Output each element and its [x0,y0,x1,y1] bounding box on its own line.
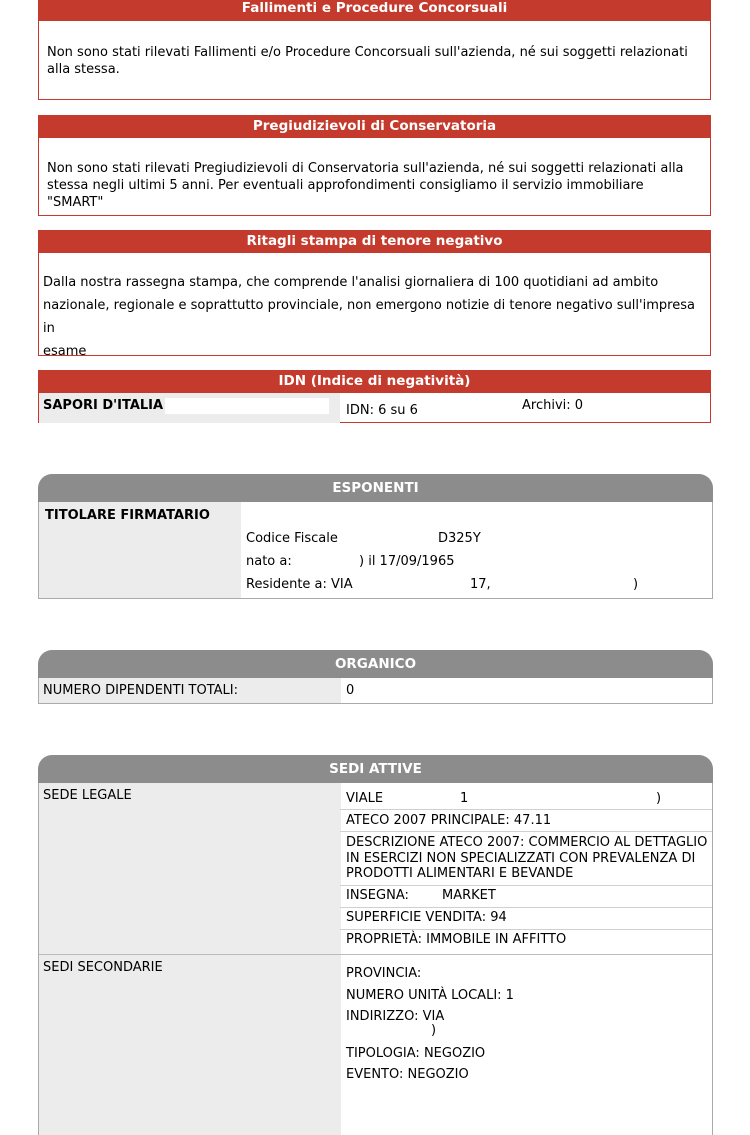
sec-indirizzo-close: ) [431,1023,437,1038]
codice-fiscale-label: Codice Fiscale [246,531,338,546]
divider [340,929,712,930]
organico-label: NUMERO DIPENDENTI TOTALI: [43,683,238,698]
sedi-header: SEDI ATTIVE [38,755,713,783]
nato-label: nato a: [246,554,292,569]
organico-table [38,678,713,704]
fallimenti-text-line1: Non sono stati rilevati Fallimenti e/o Procedure Concorsuali sull'azienda, né sui soggetti relazionati [47,45,688,60]
sec-evento: EVENTO: NEGOZIO [346,1067,469,1082]
esponenti-table [38,502,713,599]
sede-legale-cell [39,783,341,954]
esponenti-header: ESPONENTI [38,474,713,502]
pregiudizievoli-text-line1: Non sono stati rilevati Pregiudizievoli di Conservatoria sull'azienda, né sui soggetti relazionati alla [47,161,684,176]
pregiudizievoli-text-line2: stessa negli ultimi 5 anni. Per eventuali approfondimenti consigliamo il servizio immobiliare "SMART" [47,178,644,210]
divider [340,831,712,832]
nato-value: ) il 17/09/1965 [359,554,455,569]
sec-provincia: PROVINCIA: [346,966,422,981]
insegna-label: INSEGNA: [346,888,409,903]
sedi-table [38,783,713,1135]
sede-legale-num: 1 [460,791,469,806]
residente-label: Residente a: VIA [246,577,353,592]
ritagli-text-line1: Dalla nostra rassegna stampa, che comprende l'analisi giornaliera di 100 quotidiani ad ambito [43,275,659,290]
pregiudizievoli-text [39,138,710,211]
fallimenti-section [38,0,711,100]
organico-value: 0 [346,683,355,698]
idn-redaction [165,398,329,414]
residente-close: ) [633,577,639,592]
ritagli-section [38,230,711,359]
pregiudizievoli-section [38,115,711,216]
divider [340,809,712,810]
divider [340,907,712,908]
sede-legale-label: SEDE LEGALE [43,788,132,803]
pregiudizievoli-title: Pregiudizievoli di Conservatoria [39,116,710,138]
organico-header: ORGANICO [38,650,713,678]
ritagli-text-line3: esame [43,344,87,359]
descrizione-ateco-line2: IN ESERCIZI NON SPECIALIZZATI CON PREVALENZA DI [346,851,696,866]
fallimenti-text [39,21,710,78]
sec-tipologia: TIPOLOGIA: NEGOZIO [346,1046,486,1061]
ritagli-title: Ritagli stampa di tenore negativo [39,231,710,253]
residente-num: 17, [470,577,491,592]
sedi-secondarie-cell [39,955,341,1135]
idn-title: IDN (Indice di negatività) [39,371,710,393]
superficie-vendita: SUPERFICIE VENDITA: 94 [346,910,507,925]
idn-company: SAPORI D'ITALIA [43,398,164,413]
sedi-secondarie-label: SEDI SECONDARIE [43,960,163,975]
ritagli-text-line2: nazionale, regionale e soprattutto provinciale, non emergono notizie di tenore negativo sull'impresa in [43,298,695,336]
ritagli-text [39,253,710,363]
divider [340,885,712,886]
insegna-value: MARKET [442,888,496,903]
sec-unita-locali: NUMERO UNITÀ LOCALI: 1 [346,988,514,1003]
sec-indirizzo: INDIRIZZO: VIA [346,1009,445,1024]
sede-legale-close: ) [656,791,662,806]
descrizione-ateco-line3: PRODOTTI ALIMENTARI E BEVANDE [346,866,574,881]
sede-legale-via: VIALE [346,791,384,806]
idn-section [38,370,711,423]
fallimenti-title: Fallimenti e Procedure Concorsuali [39,0,710,21]
descrizione-ateco-line1: DESCRIZIONE ATECO 2007: COMMERCIO AL DETTAGLIO [346,835,708,850]
ateco-principale: ATECO 2007 PRINCIPALE: 47.11 [346,813,552,828]
fallimenti-text-line2: alla stessa. [47,62,120,77]
proprieta: PROPRIETÀ: IMMOBILE IN AFFITTO [346,932,567,947]
esponenti-role: TITOLARE FIRMATARIO [45,508,210,523]
idn-value: IDN: 6 su 6 [346,403,418,418]
codice-fiscale-value: D325Y [438,531,481,546]
idn-archivi: Archivi: 0 [522,398,584,413]
